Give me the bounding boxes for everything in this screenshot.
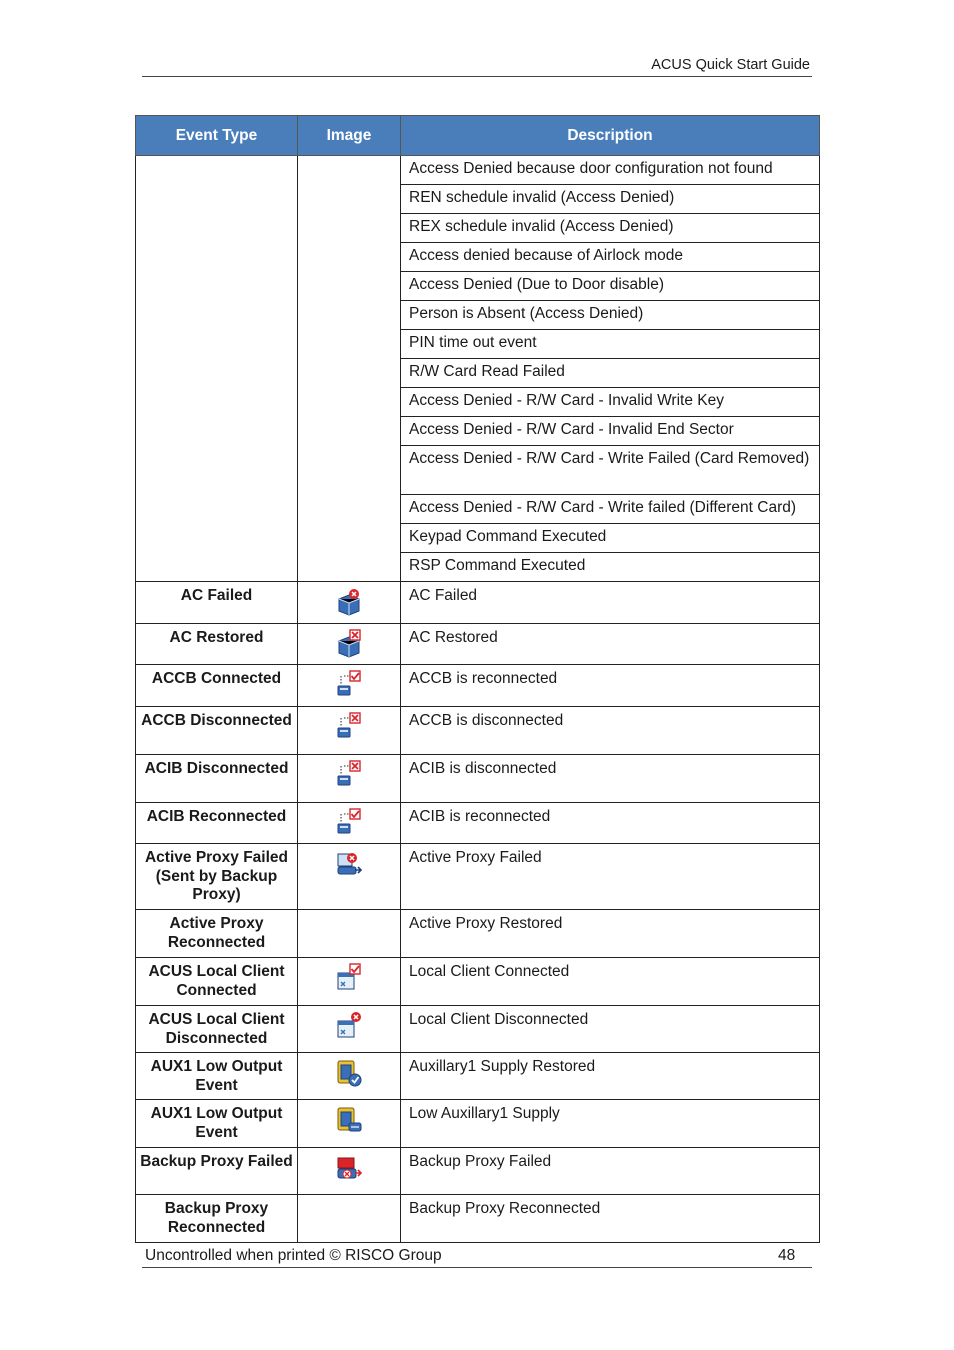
description-cell: Access Denied - R/W Card - Write failed (Different Card) <box>401 495 820 524</box>
description-cell: REX schedule invalid (Access Denied) <box>401 214 820 243</box>
description-cell: REN schedule invalid (Access Denied) <box>401 185 820 214</box>
description-cell: ACCB is disconnected <box>401 706 820 754</box>
event-type-cell: AC Restored <box>136 623 298 665</box>
table-row <box>136 1148 820 1195</box>
ac-failed-icon <box>335 587 363 617</box>
table-row <box>136 706 820 754</box>
table-row <box>136 1006 820 1053</box>
table-row <box>136 582 820 624</box>
description-cell: ACCB is reconnected <box>401 665 820 707</box>
event-type-cell: AC Failed <box>136 582 298 624</box>
description-cell: Local Client Disconnected <box>401 1006 820 1053</box>
table-row <box>136 754 820 802</box>
description-cell: Backup Proxy Failed <box>401 1148 820 1195</box>
image-cell <box>298 844 401 910</box>
image-cell <box>298 802 401 844</box>
active-proxy-failed-icon <box>335 849 363 879</box>
accb-connected-icon <box>335 670 363 700</box>
column-header-image: Image <box>298 116 401 156</box>
description-cell: AC Restored <box>401 623 820 665</box>
event-type-cell: Backup Proxy Reconnected <box>136 1195 298 1243</box>
description-cell: ACIB is disconnected <box>401 754 820 802</box>
event-type-cell: AUX1 Low Output Event <box>136 1053 298 1100</box>
table-row <box>136 1100 820 1148</box>
table-header-row <box>136 116 820 156</box>
aux-low-supply-icon <box>335 1105 363 1135</box>
description-cell: ACIB is reconnected <box>401 802 820 844</box>
event-type-cell: ACCB Connected <box>136 665 298 707</box>
event-type-cell: ACCB Disconnected <box>136 706 298 754</box>
image-cell <box>298 665 401 707</box>
ac-restored-icon <box>335 629 363 659</box>
column-header-event-type: Event Type <box>136 116 298 156</box>
image-cell <box>298 754 401 802</box>
description-cell: Active Proxy Restored <box>401 910 820 958</box>
header-rule <box>142 76 812 77</box>
acib-disconnected-icon <box>335 760 363 790</box>
table-row <box>136 623 820 665</box>
description-cell: Low Auxillary1 Supply <box>401 1100 820 1148</box>
image-cell <box>298 1100 401 1148</box>
event-type-cell: AUX1 Low Output Event <box>136 1100 298 1148</box>
event-type-cell: Active Proxy Failed (Sent by Backup Proxy) <box>136 844 298 910</box>
event-type-cell-continued <box>136 156 298 582</box>
backup-proxy-failed-icon <box>335 1153 363 1183</box>
description-cell: R/W Card Read Failed <box>401 359 820 388</box>
image-cell <box>298 623 401 665</box>
event-type-cell: ACIB Reconnected <box>136 802 298 844</box>
local-client-disconnected-icon <box>335 1011 363 1041</box>
description-cell: Access Denied - R/W Card - Invalid End Sector <box>401 417 820 446</box>
event-type-cell: Active Proxy Reconnected <box>136 910 298 958</box>
image-cell-continued <box>298 156 401 582</box>
footer-rule <box>142 1267 812 1268</box>
description-cell: Auxillary1 Supply Restored <box>401 1053 820 1100</box>
description-cell: Access Denied (Due to Door disable) <box>401 272 820 301</box>
description-cell: Access denied because of Airlock mode <box>401 243 820 272</box>
table-row <box>136 1195 820 1243</box>
table-row <box>136 1053 820 1100</box>
table-row <box>136 802 820 844</box>
description-cell: Keypad Command Executed <box>401 524 820 553</box>
description-cell: AC Failed <box>401 582 820 624</box>
image-cell <box>298 1053 401 1100</box>
image-cell <box>298 1006 401 1053</box>
footer-copyright: Uncontrolled when printed © RISCO Group <box>145 1247 442 1264</box>
image-cell <box>298 910 401 958</box>
image-cell <box>298 958 401 1006</box>
aux-supply-restored-icon <box>335 1058 363 1088</box>
table-row <box>136 910 820 958</box>
description-cell: RSP Command Executed <box>401 553 820 582</box>
accb-disconnected-icon <box>335 712 363 742</box>
event-type-cell: ACIB Disconnected <box>136 754 298 802</box>
event-table <box>135 115 820 1243</box>
page-number: 48 <box>778 1247 796 1264</box>
event-type-cell: ACUS Local Client Disconnected <box>136 1006 298 1053</box>
image-cell <box>298 582 401 624</box>
table-row <box>136 665 820 707</box>
description-cell: PIN time out event <box>401 330 820 359</box>
description-cell: Access Denied - R/W Card - Invalid Write Key <box>401 388 820 417</box>
table-row <box>136 156 820 185</box>
image-cell <box>298 1195 401 1243</box>
image-cell <box>298 706 401 754</box>
event-type-cell: Backup Proxy Failed <box>136 1148 298 1195</box>
description-cell: Active Proxy Failed <box>401 844 820 910</box>
event-type-cell: ACUS Local Client Connected <box>136 958 298 1006</box>
running-header: ACUS Quick Start Guide <box>651 57 810 73</box>
description-cell: Backup Proxy Reconnected <box>401 1195 820 1243</box>
local-client-connected-icon <box>335 963 363 993</box>
description-cell: Access Denied because door configuration not found <box>401 156 820 185</box>
table-row <box>136 958 820 1006</box>
image-cell <box>298 1148 401 1195</box>
description-cell: Access Denied - R/W Card - Write Failed (Card Removed) <box>401 446 820 495</box>
acib-reconnected-icon <box>335 808 363 838</box>
table-row <box>136 844 820 910</box>
description-cell: Local Client Connected <box>401 958 820 1006</box>
description-cell: Person is Absent (Access Denied) <box>401 301 820 330</box>
column-header-description: Description <box>401 116 820 156</box>
